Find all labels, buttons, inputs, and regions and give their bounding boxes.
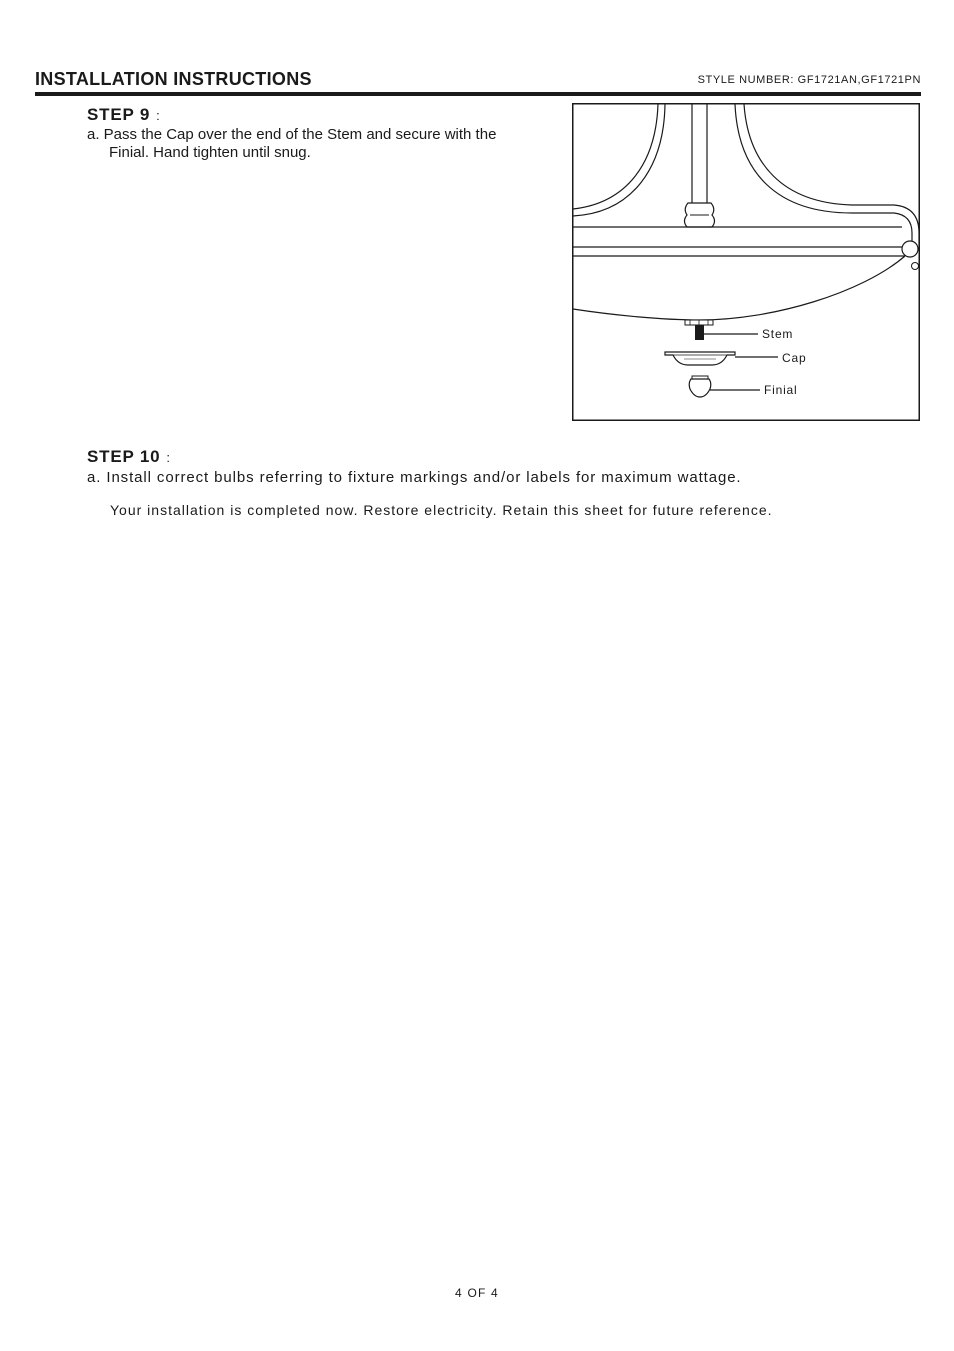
finial-label: Finial	[764, 383, 798, 397]
step-9-line-1: a. Pass the Cap over the end of the Stem and secure with the	[87, 126, 497, 143]
finial-ball	[689, 379, 711, 397]
step-10-heading-text: STEP 10	[87, 447, 161, 466]
right-arm-outer	[735, 104, 912, 251]
page-number: 4 OF 4	[455, 1286, 499, 1300]
right-arm-inner	[744, 104, 919, 251]
cap-label: Cap	[782, 351, 807, 365]
glass-bowl-outline	[573, 256, 905, 320]
completion-note: Your installation is completed now. Restore electricity. Retain this sheet for future reference.	[110, 502, 773, 518]
fixture-diagram	[572, 103, 920, 421]
step-10-heading	[87, 447, 171, 467]
cap-shape	[665, 352, 735, 365]
diagram-frame	[573, 104, 920, 421]
step-9-line-2: Finial. Hand tighten until snug.	[109, 144, 311, 161]
left-arm-inner	[573, 104, 665, 216]
page-title: INSTALLATION INSTRUCTIONS	[35, 69, 312, 89]
left-arm-outer	[573, 104, 658, 209]
fixture-diagram-drawing	[572, 103, 920, 421]
step-9-heading-text: STEP 9	[87, 105, 151, 124]
stem-label: Stem	[762, 327, 794, 341]
style-number: STYLE NUMBER: GF1721AN,GF1721PN	[697, 74, 921, 86]
step-9-colon: :	[156, 108, 161, 123]
side-mount-screw	[912, 263, 919, 270]
step-10-colon: :	[166, 450, 171, 465]
step-9-instruction	[87, 126, 567, 162]
side-mount-knob	[902, 241, 918, 257]
stem-thread	[695, 325, 704, 340]
header-divider	[35, 92, 921, 96]
step-10-instruction: a. Install correct bulbs referring to fixture markings and/or labels for maximum wattage.	[87, 469, 742, 486]
step-9-heading	[87, 105, 161, 125]
